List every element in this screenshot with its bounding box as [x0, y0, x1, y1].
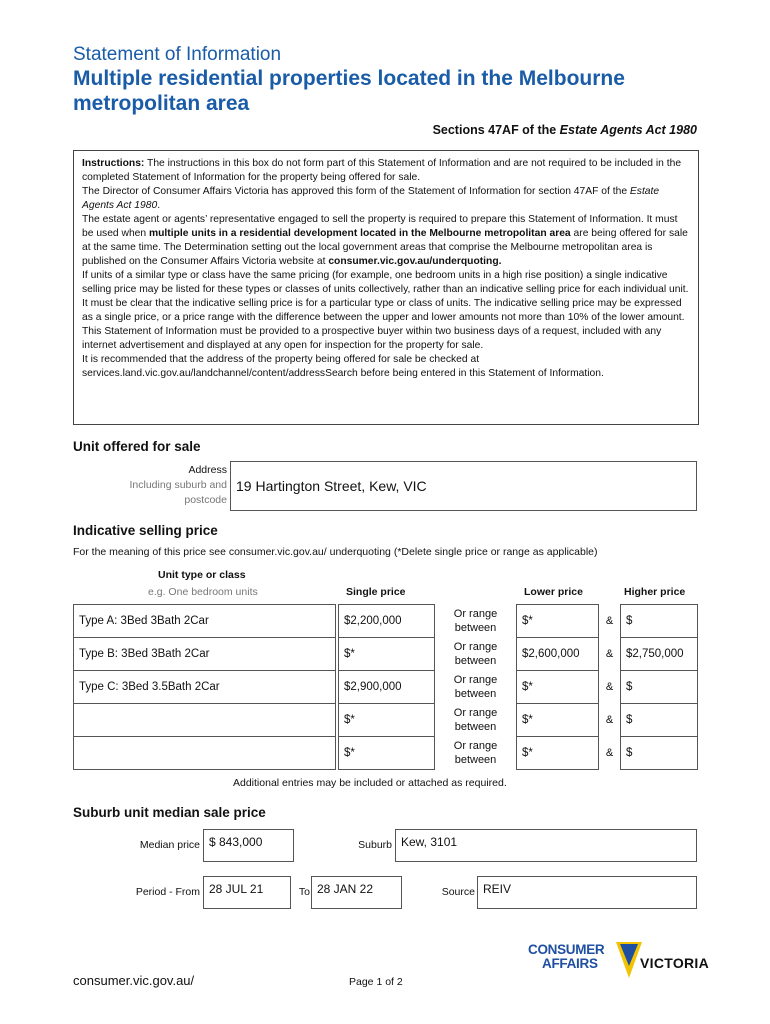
form-kicker: Statement of Information: [73, 44, 282, 65]
higher-price-cell[interactable]: $: [621, 737, 698, 770]
instructions-p4: If units of a similar type or class have the same pricing (for example, one bedroom units in a high rise position) a single indicative selling price may be listed for these types or classes of units collectively, rather than an indicative selling price for each individual unit. It must be clear that the indicative selling price is for a particular type or class of units. The indicative selling price may be expressed as a single price, or a price range with the difference between the upper and lower amounts not more than 10% of the lower amount.: [82, 270, 689, 323]
range-ampersand: &: [605, 714, 614, 726]
instructions-p2: The Director of Consumer Affairs Victoria has approved this form of the Statement of Information for section 47AF of the Estate Agents Act 1980.: [82, 186, 660, 211]
period-from-label: Period - From: [135, 886, 200, 898]
address-field[interactable]: 19 Hartington Street, Kew, VIC: [230, 461, 697, 511]
price-row: [74, 737, 698, 770]
or-range-label: Or range between: [453, 740, 498, 766]
unit-type-cell[interactable]: [74, 704, 336, 737]
source-label: Source: [441, 886, 475, 898]
single-price-cell[interactable]: $*: [339, 704, 435, 737]
unit-type-cell[interactable]: Type B: 3Bed 3Bath 2Car: [74, 638, 336, 671]
logo-line-1: CONSUMER: [528, 942, 605, 957]
median-heading: Suburb unit median sale price: [73, 805, 266, 820]
lower-price-cell[interactable]: $*: [517, 605, 599, 638]
page-number: Page 1 of 2: [349, 976, 403, 988]
instructions-p6: It is recommended that the address of the property being offered for sale be checked at services.land.vic.gov.au/landchannel/content/addressSearch before being entered in this Statement of Information.: [82, 354, 604, 379]
range-ampersand: &: [605, 681, 614, 693]
col-type-example: e.g. One bedroom units: [148, 586, 258, 598]
median-price-label: Median price: [139, 839, 200, 851]
pricing-heading: Indicative selling price: [73, 523, 218, 538]
source-field[interactable]: REIV: [477, 876, 697, 909]
single-price-cell[interactable]: $*: [339, 737, 435, 770]
higher-price-cell[interactable]: $: [621, 605, 698, 638]
or-range-label: Or range between: [453, 674, 498, 700]
lower-price-cell[interactable]: $*: [517, 737, 599, 770]
underquoting-link[interactable]: consumer.vic.gov.au/underquoting.: [328, 256, 502, 267]
unit-heading: Unit offered for sale: [73, 439, 201, 454]
lower-price-cell[interactable]: $2,600,000: [517, 638, 599, 671]
price-row: [74, 704, 698, 737]
period-from-field[interactable]: 28 JUL 21: [203, 876, 291, 909]
unit-type-cell[interactable]: [74, 737, 336, 770]
instructions-p5: This Statement of Information must be provided to a prospective buyer within two business days of a request, included with any internet advertisement and displayed at any open for inspection for the property for sale.: [82, 326, 662, 351]
period-to-field[interactable]: 28 JAN 22: [311, 876, 402, 909]
unit-type-cell[interactable]: Type A: 3Bed 3Bath 2Car: [74, 605, 336, 638]
page-title: Multiple residential properties located in the Melbourne metropolitan area: [73, 67, 625, 115]
logo-line-2: AFFAIRS: [542, 956, 598, 971]
price-table-body: [74, 605, 698, 770]
price-row: [74, 605, 698, 638]
pricing-note: For the meaning of this price see consumer.vic.gov.au/ underquoting (*Delete single price or range as applicable): [73, 546, 598, 558]
col-higher-header: Higher price: [624, 586, 686, 598]
additional-entries-note: Additional entries may be included or attached as required.: [233, 777, 507, 789]
higher-price-cell[interactable]: $2,750,000: [621, 638, 698, 671]
lower-price-cell[interactable]: $*: [517, 704, 599, 737]
higher-price-cell[interactable]: $: [621, 671, 698, 704]
single-price-cell[interactable]: $2,200,000: [339, 605, 435, 638]
col-type-header: Unit type or class: [158, 569, 246, 581]
range-ampersand: &: [605, 615, 614, 627]
or-range-label: Or range between: [453, 707, 498, 733]
price-row: [74, 638, 698, 671]
instructions-p1: Instructions: The instructions in this box do not form part of this Statement of Information and are not required to be included in the completed Statement of Information for the property being offered for sale.: [82, 158, 682, 183]
single-price-cell[interactable]: $*: [339, 638, 435, 671]
unit-type-cell[interactable]: Type C: 3Bed 3.5Bath 2Car: [74, 671, 336, 704]
instructions-box: [73, 150, 699, 425]
period-to-label: To: [298, 886, 310, 898]
address-label: Address Including suburb and postcode: [129, 464, 227, 506]
logo-line-3: VICTORIA: [640, 955, 710, 971]
sections-reference: Sections 47AF of the Estate Agents Act 1980: [432, 123, 697, 137]
range-ampersand: &: [605, 648, 614, 660]
single-price-cell[interactable]: $2,900,000: [339, 671, 435, 704]
price-table: [73, 604, 698, 770]
suburb-field[interactable]: Kew, 3101: [395, 829, 697, 862]
col-single-header: Single price: [346, 586, 406, 598]
or-range-label: Or range between: [453, 608, 498, 634]
act-name: Estate Agents Act 1980: [559, 123, 697, 137]
or-range-label: Or range between: [453, 641, 498, 667]
higher-price-cell[interactable]: $: [621, 704, 698, 737]
consumer-affairs-logo: [528, 940, 708, 984]
range-ampersand: &: [605, 747, 614, 759]
median-price-field[interactable]: $ 843,000: [203, 829, 294, 862]
suburb-label: Suburb: [358, 839, 392, 851]
instructions-p3: The estate agent or agents’ representative engaged to sell the property is required to prepare this Statement of Information. It must be used when multiple units in a residential development located in the Melbourne metropolitan area are being offered for sale at the same time. The Determination setting out the local government areas that comprise the Melbourne metropolitan area is published on the Consumer Affairs Victoria website at consumer.vic.gov.au/underquoting.: [82, 214, 688, 267]
lower-price-cell[interactable]: $*: [517, 671, 599, 704]
footer-url[interactable]: consumer.vic.gov.au/: [73, 973, 195, 988]
col-lower-header: Lower price: [524, 586, 583, 598]
price-row: [74, 671, 698, 704]
